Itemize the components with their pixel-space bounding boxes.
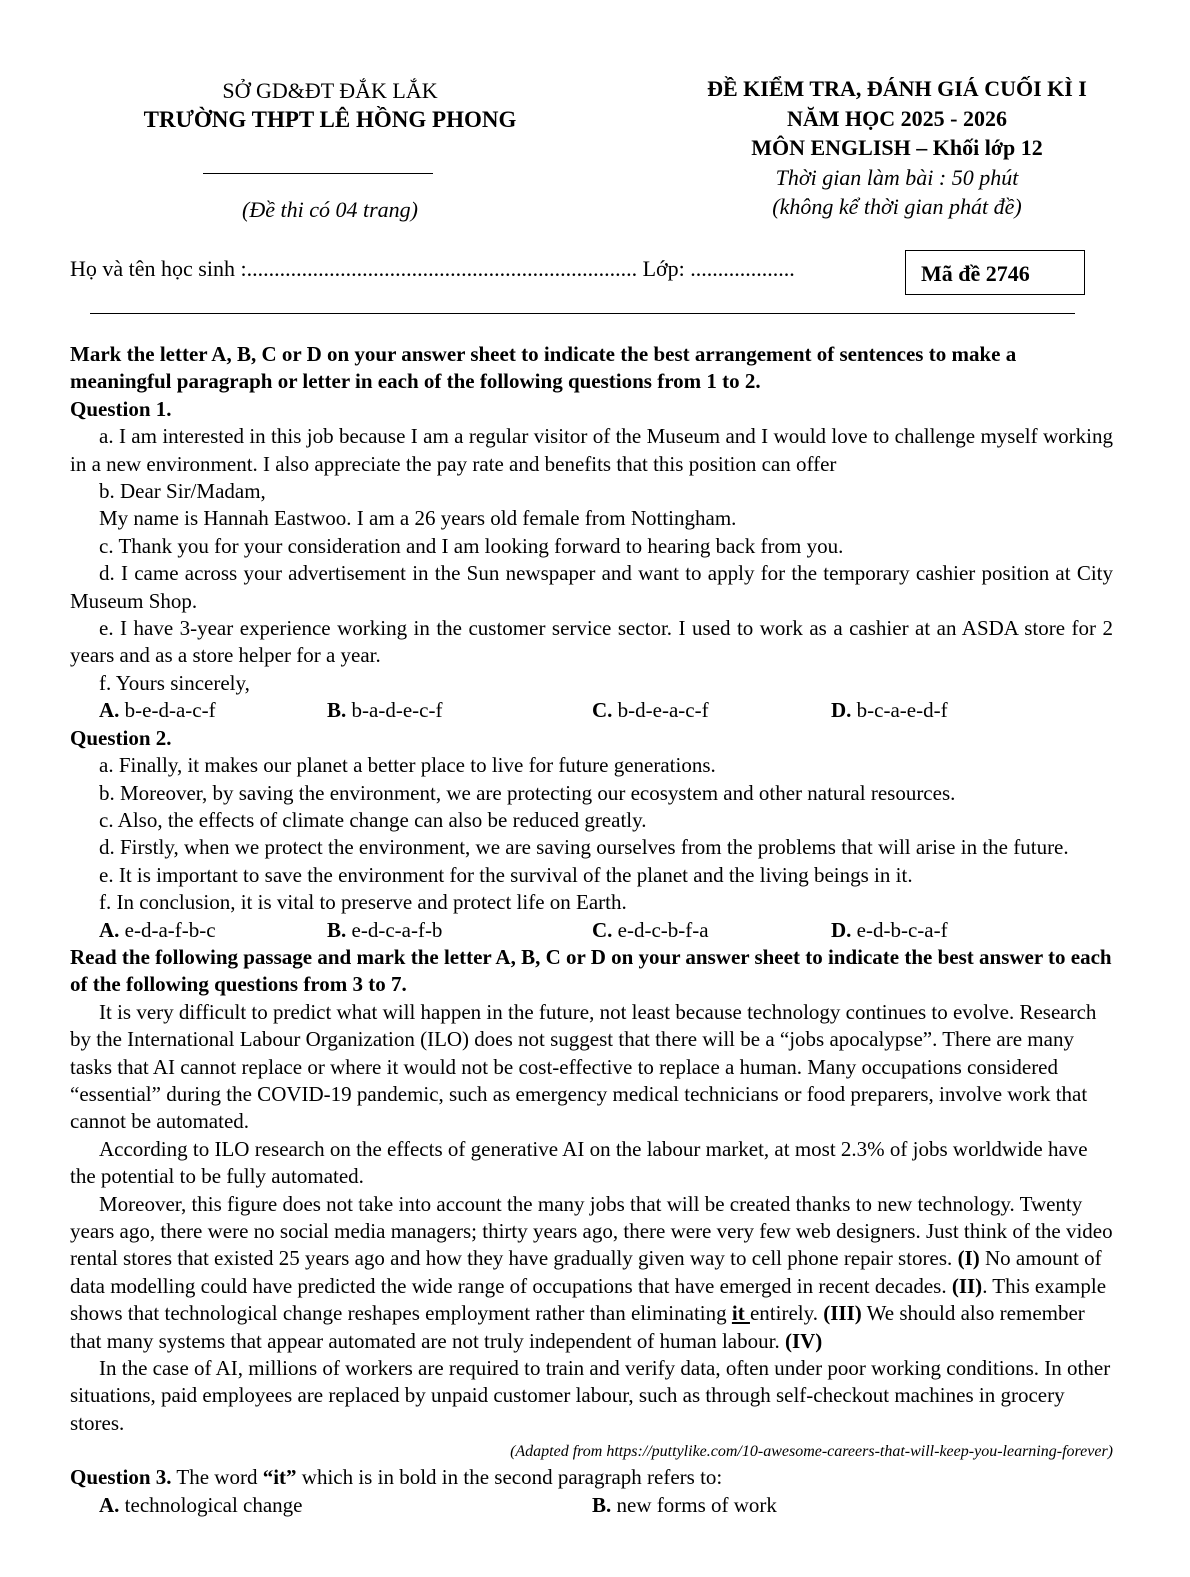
passage-paragraph-1: It is very difficult to predict what will happen in the future, not least because technology continues to evolve. Research by the International Labour Organization (ILO) does not suggest that there will be a “jobs apocalypse”. There are many tasks that AI cannot replace or where it would not be cost-effective to replace a human. Many occupations considered “essential” during the COVID-19 pandemic, such as emergency medical technicians or food preparers, involve work that cannot be automated. <box>70 999 1097 1134</box>
option-letter: B. <box>592 1492 612 1517</box>
q1-sentence-d: d. I came across your advertisement in the Sun newspaper and want to apply for the temporary cashier position at City Museum Shop. <box>70 561 1113 613</box>
passage-text: . This example shows that technological change reshapes employment rather than eliminating <box>70 1273 1107 1326</box>
passage-paragraph-4: In the case of AI, millions of workers are required to train and verify data, often under poor working conditions. In other situations, paid employees are replaced by unpaid customer labour, such as through self-checkout machines in grocery stores. <box>70 1356 1111 1435</box>
q2-option-d[interactable] <box>831 917 948 944</box>
question-2-label: Question 2. <box>70 725 172 750</box>
option-text: new forms of work <box>611 1492 777 1517</box>
q2-options <box>70 917 1113 944</box>
position-marker-i: (I) <box>957 1246 980 1271</box>
option-text: technological change <box>119 1492 303 1517</box>
q3-option-a[interactable] <box>99 1492 592 1519</box>
passage-source: (Adapted from https://puttylike.com/10-awesome-careers-that-will-keep-you-learning-forever) <box>510 1443 1113 1461</box>
section1-instruction: Mark the letter A, B, C or D on your answer sheet to indicate the best arrangement of sentences to make a meaningful paragraph or letter in each of the following questions from 1 to 2. <box>70 342 1017 394</box>
section-divider <box>90 313 1075 314</box>
option-letter: A. <box>99 698 120 723</box>
section2-instruction: Read the following passage and mark the letter A, B, C or D on your answer sheet to indicate the best answer to each of the following questions from 3 to 7. <box>70 944 1112 997</box>
option-letter: C. <box>592 698 613 723</box>
option-letter: A. <box>99 1492 120 1517</box>
header-divider <box>203 173 433 174</box>
q1-sentence-b: b. Dear Sir/Madam, <box>99 479 266 504</box>
option-text: b-c-a-e-d-f <box>851 698 948 723</box>
q2-sentence-d: d. Firstly, when we protect the environment, we are saving ourselves from the problems that will arise in the future. <box>99 835 1069 860</box>
option-letter: C. <box>592 917 613 942</box>
passage-text: entirely. <box>749 1301 824 1326</box>
q2-option-c[interactable] <box>592 917 831 944</box>
q3-options <box>70 1492 1113 1519</box>
q1-sentence-b-cont: My name is Hannah Eastwoo. I am a 26 years old female from Nottingham. <box>99 506 737 531</box>
school-year: NĂM HỌC 2025 - 2026 <box>787 105 1007 131</box>
question-text: The word <box>171 1465 263 1490</box>
exam-content <box>70 341 1113 1519</box>
option-text: e-d-c-a-f-b <box>346 917 443 942</box>
q2-sentence-b: b. Moreover, by saving the environment, we are protecting our ecosystem and other natural resources. <box>99 780 956 805</box>
option-letter: D. <box>831 917 852 942</box>
q2-sentence-a: a. Finally, it makes our planet a better place to live for future generations. <box>99 753 716 778</box>
exam-header <box>660 74 1134 222</box>
student-info-line: Họ và tên học sinh :....................................................................... Lớp: ................... <box>70 256 795 281</box>
option-letter: A. <box>99 917 120 942</box>
passage-text: Moreover, this figure does not take into account the many jobs that will be created thanks to new technology. Twenty years ago, there were no social media managers; thirty years ago, there were very few web designers. Just think of the video rental stores that existed 25 years ago and how they have gradually given way to cell phone repair stores. <box>70 1191 1113 1271</box>
passage-text: We should also remember that many systems that appear automated are not truly independent of human labour. <box>70 1301 1085 1353</box>
question-text: which is in bold in the second paragraph refers to: <box>296 1465 723 1490</box>
q1-option-a[interactable] <box>99 697 327 724</box>
passage-paragraph-3 <box>70 1191 1113 1355</box>
department-name: SỞ GD&ĐT ĐẮK LẮK <box>222 78 438 103</box>
q2-option-b[interactable] <box>327 917 592 944</box>
option-letter: D. <box>831 698 852 723</box>
subject-line: MÔN ENGLISH – Khối lớp 12 <box>751 135 1043 160</box>
duration-note: (không kể thời gian phát đề) <box>772 194 1022 219</box>
position-marker-ii: (II) <box>951 1273 983 1298</box>
passage-text: No amount of data modelling could have predicted the wide range of occupations that have emerged in recent decades. <box>70 1246 1102 1298</box>
q2-sentence-e: e. It is important to save the environment for the survival of the planet and the living beings in it. <box>99 862 913 887</box>
q1-option-d[interactable] <box>831 697 948 724</box>
q2-option-a[interactable] <box>99 917 327 944</box>
question-keyword: “it” <box>262 1465 297 1490</box>
option-letter: B. <box>327 698 347 723</box>
q3-option-b[interactable] <box>592 1492 777 1519</box>
q1-sentence-e: e. I have 3-year experience working in the customer service sector. I used to work as a cashier at an ASDA store for 2 years and as a store helper for a year. <box>70 616 1113 668</box>
q1-option-c[interactable] <box>592 697 831 724</box>
page-count-note: (Đề thi có 04 trang) <box>242 197 418 222</box>
q1-sentence-c: c. Thank you for your consideration and I am looking forward to hearing back from you. <box>99 533 844 558</box>
passage-paragraph-2: According to ILO research on the effects of generative AI on the labour market, at most 2.3% of jobs worldwide have the potential to be fully automated. <box>70 1136 1088 1189</box>
question-1-label: Question 1. <box>70 396 172 421</box>
duration: Thời gian làm bài : 50 phút <box>775 164 1019 190</box>
option-letter: B. <box>327 917 347 942</box>
exam-code-box: Mã đề 2746 <box>905 250 1085 295</box>
question-3 <box>70 1464 1113 1491</box>
highlighted-word-it: it <box>731 1301 750 1326</box>
option-text: e-d-c-b-f-a <box>612 917 709 942</box>
exam-title: ĐỀ KIỂM TRA, ĐÁNH GIÁ CUỐI KÌ I <box>707 76 1087 101</box>
q1-sentence-a: a. I am interested in this job because I am a regular visitor of the Museum and I would love to challenge myself working in a new environment. I also appreciate the pay rate and benefits that this position can offer <box>70 424 1113 476</box>
position-marker-iv: (IV) <box>784 1328 823 1353</box>
option-text: b-a-d-e-c-f <box>346 698 443 723</box>
school-name: TRƯỜNG THPT LÊ HỒNG PHONG <box>143 107 517 132</box>
position-marker-iii: (III) <box>823 1301 862 1326</box>
q1-sentence-f: f. Yours sincerely, <box>99 670 250 695</box>
q2-sentence-f: f. In conclusion, it is vital to preserve and protect life on Earth. <box>99 890 627 915</box>
option-text: e-d-a-f-b-c <box>119 917 216 942</box>
q1-options <box>70 697 1113 724</box>
q1-option-b[interactable] <box>327 697 592 724</box>
option-text: b-d-e-a-c-f <box>612 698 709 723</box>
question-3-label: Question 3. <box>70 1465 172 1490</box>
q2-sentence-c: c. Also, the effects of climate change can also be reduced greatly. <box>99 807 647 832</box>
school-header <box>90 76 570 134</box>
option-text: b-e-d-a-c-f <box>119 698 216 723</box>
option-text: e-d-b-c-a-f <box>851 917 948 942</box>
